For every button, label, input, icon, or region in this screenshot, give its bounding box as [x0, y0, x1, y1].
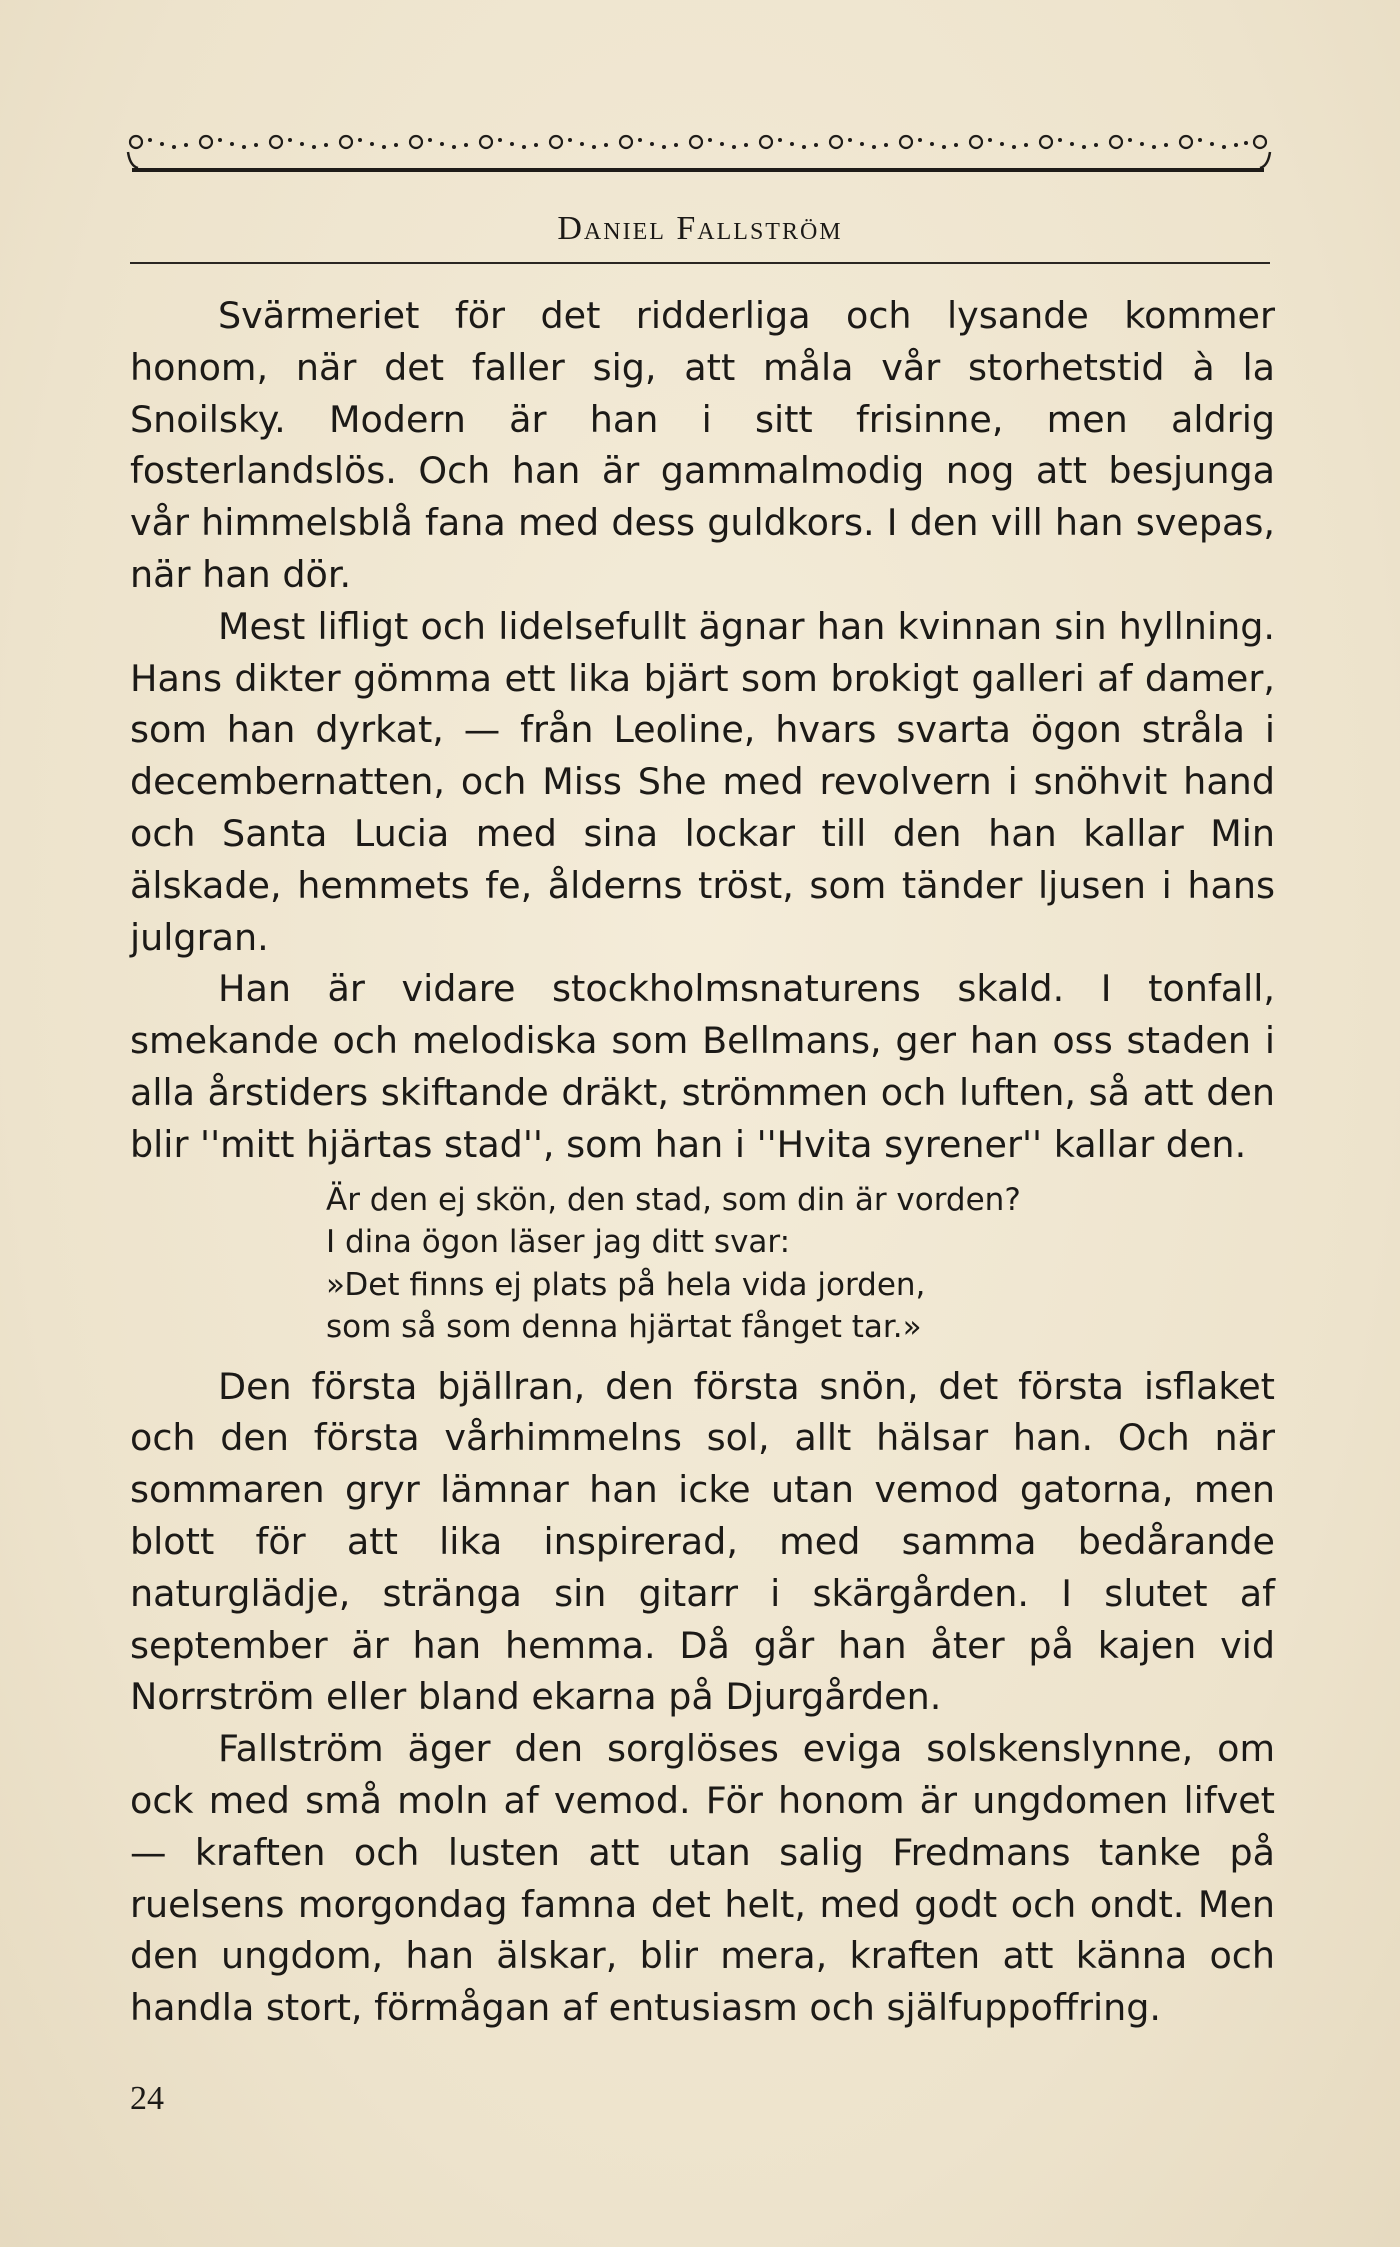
verse-line: I dina ögon läser jag ditt svar: [326, 1224, 791, 1261]
verse-quotation [326, 1179, 1275, 1349]
paragraph-5: Fallström äger den sorglöses eviga solskenslynne, om ock med små moln af vemod. För honom är ungdomen lifvet — kraften och lusten att utan salig Fredmans tanke på ruelsens morgondag famna det helt, med godt och ondt. Men den ungdom, han älskar, blir mera, kraften att känna och handla stort, förmågan af entusiasm och själfuppoffring. [130, 1727, 1275, 2030]
header-rule [130, 262, 1270, 264]
running-head-title: Daniel Fallström [557, 210, 843, 247]
paragraph-3: Han är vidare stockholmsnaturens skald. I tonfall, smekande och melodiska som Bellmans, ger han oss staden i alla årstiders skiftande dräkt, strömmen och luften, så att den blir ''mitt hjärtas stad'', som han i ''Hvita syrener'' kallar den. [130, 967, 1275, 1166]
body-text [130, 290, 1275, 2034]
verse-line: Är den ej skön, den stad, som din är vorden? [326, 1181, 1021, 1218]
paragraph-4: Den första bjällran, den första snön, det första isflaket och den första vårhimmelns sol, allt hälsar han. Och när sommaren gryr lämnar han icke utan vemod gatorna, men blott för att lika inspirerad, med samma bedårande naturglädje, stränga sin gitarr i skärgården. I slutet af september är han hemma. Då går han åter på kajen vid Norrström eller bland ekarna på Djurgården. [130, 1364, 1275, 1719]
page-number: 24 [130, 2080, 164, 2117]
verse-line: som så som denna hjärtat fånget tar.» [326, 1309, 922, 1346]
paragraph-1: Svärmeriet för det ridderliga och lysande kommer honom, när det faller sig, att måla vår storhetstid à la Snoilsky. Modern är han i sitt frisinne, men aldrig fosterlandslös. Och han är gammalmodig nog att besjunga vår himmelsblå fana med dess guldkors. I den vill han svepas, när han dör. [130, 294, 1275, 596]
verse-line: »Det finns ej plats på hela vida jorden, [326, 1266, 926, 1303]
paragraph-2: Mest lifligt och lidelsefullt ägnar han kvinnan sin hyllning. Hans dikter gömma ett lika bjärt som brokigt galleri af damer, som han dyrkat, — från Leoline, hvars svarta ögon stråla i decembernatten, och Miss She med revolvern i snöhvit hand och Santa Lucia med sina lockar till den han kallar Min älskade, hemmets fe, ålderns tröst, som tänder ljusen i hans julgran. [130, 604, 1275, 959]
header-ornament [124, 128, 1274, 184]
